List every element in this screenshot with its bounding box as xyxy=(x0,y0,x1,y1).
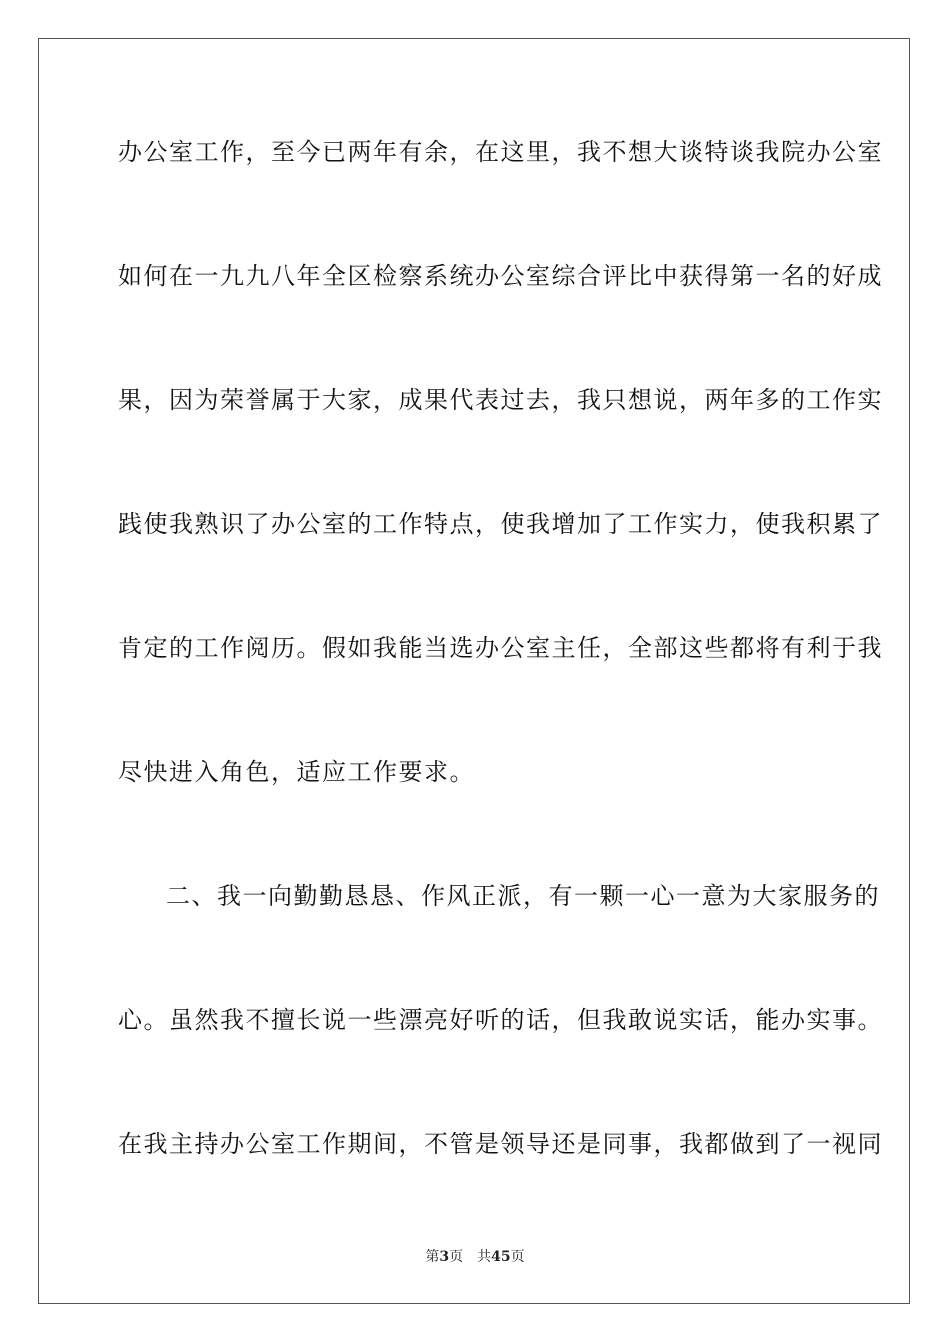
text-line: 在我主持办公室工作期间，不管是领导还是同事，我都做到了一视同 xyxy=(118,1130,883,1158)
text-line: 如何在一九九八年全区检察系统办公室综合评比中获得第一名的好成 xyxy=(118,262,883,290)
text-line: 尽快进入角色，适应工作要求。 xyxy=(118,758,475,786)
total-suffix: 页 xyxy=(510,1249,525,1265)
document-body xyxy=(118,126,883,1180)
paragraph-first-line: 二、我一向勤勤恳恳、作风正派，有一颗一心一意为大家服务的 xyxy=(166,882,880,910)
page-footer xyxy=(0,1246,950,1266)
text-line: 肯定的工作阅历。假如我能当选办公室主任，全部这些都将有利于我 xyxy=(118,634,883,662)
text-line: 果，因为荣誉属于大家，成果代表过去，我只想说，两年多的工作实 xyxy=(118,386,883,414)
total-pages: 45 xyxy=(491,1249,511,1265)
text-line: 办公室工作，至今已两年有余，在这里，我不想大谈特谈我院办公室 xyxy=(118,138,883,166)
page-prefix: 第 xyxy=(425,1249,440,1265)
total-prefix: 共 xyxy=(477,1249,492,1265)
page-suffix: 页 xyxy=(449,1249,464,1265)
text-line: 践使我熟识了办公室的工作特点，使我增加了工作实力，使我积累了 xyxy=(118,510,883,538)
text-line: 心。虽然我不擅长说一些漂亮好听的话，但我敢说实话，能办实事。 xyxy=(118,1006,883,1034)
page-number: 3 xyxy=(439,1249,450,1265)
